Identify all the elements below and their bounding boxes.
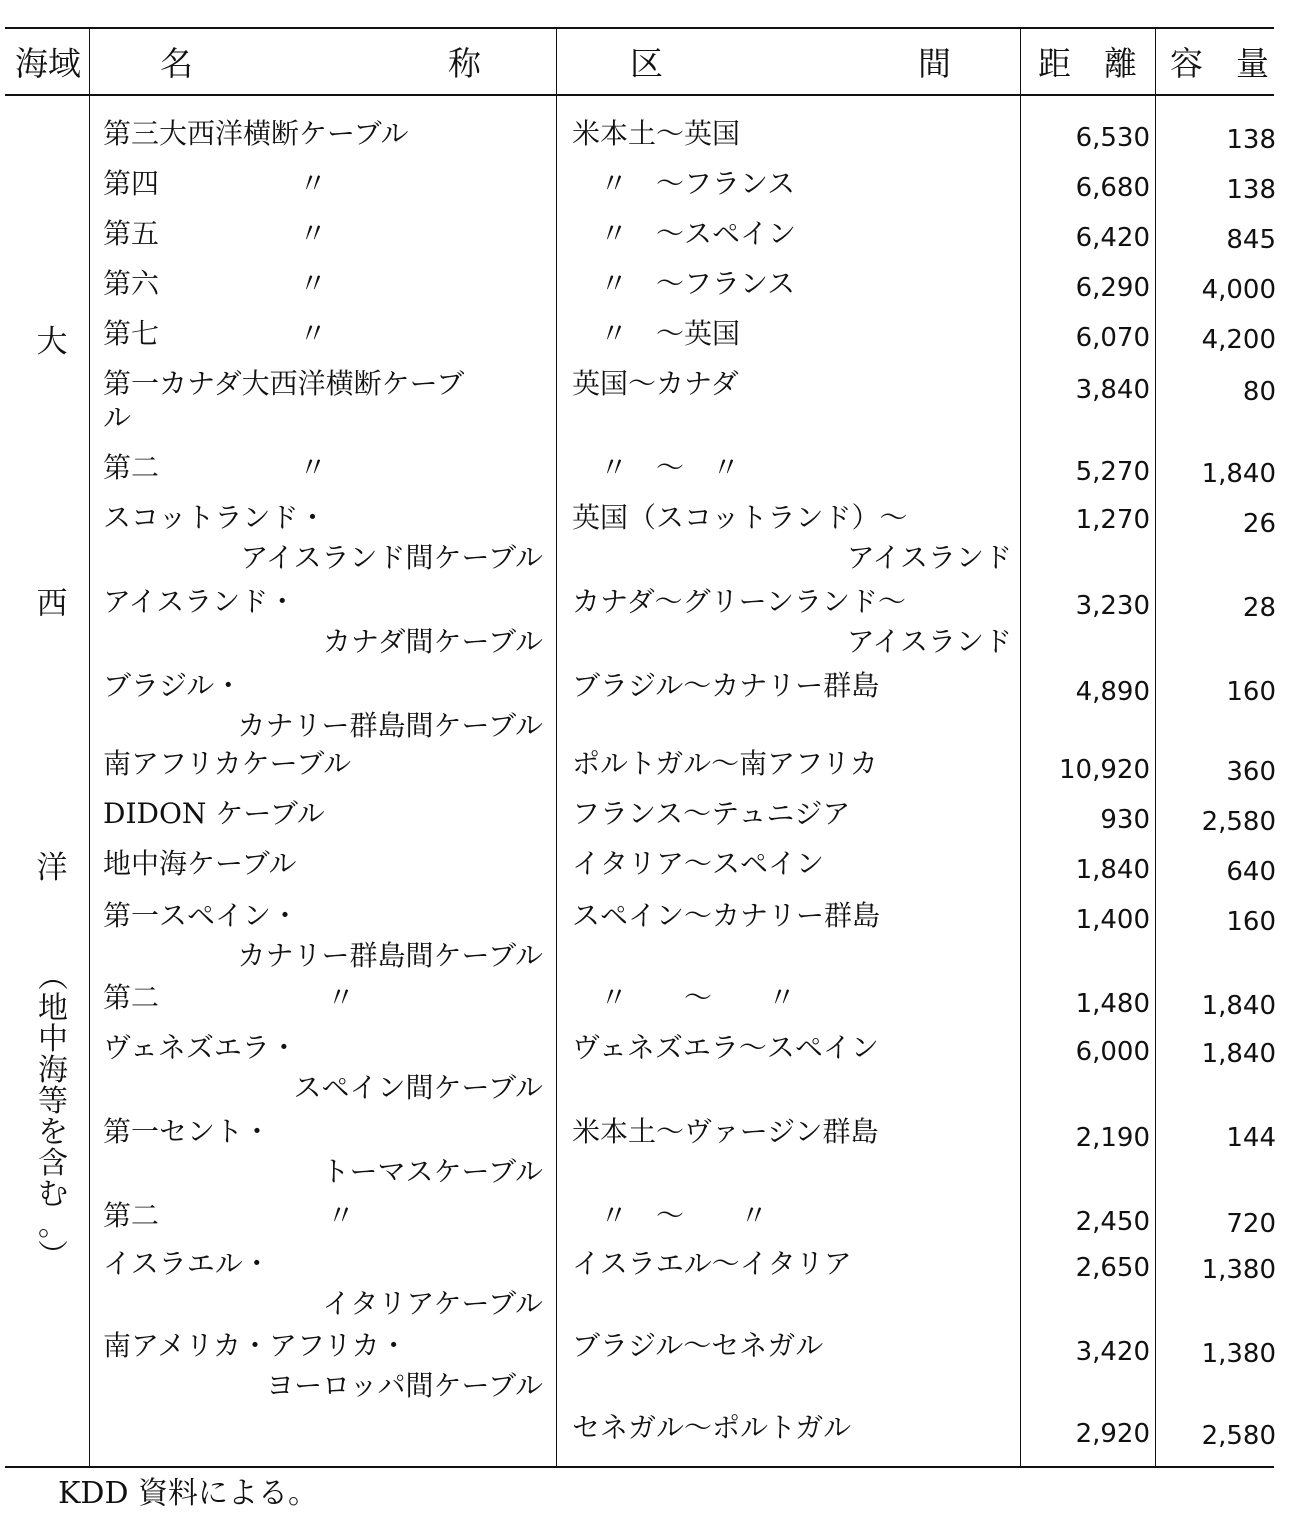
cable-name xyxy=(103,580,543,664)
cable-section-line1: 〃 ～スペイン xyxy=(572,217,797,250)
cable-distance: 2,650 xyxy=(1075,1253,1150,1283)
cable-section-line2: アイスランド xyxy=(846,625,1012,658)
cable-name-line1: 第七 〃 xyxy=(103,317,328,350)
cable-section xyxy=(572,312,1012,352)
header-name-first: 名 xyxy=(160,44,193,83)
cable-name-line1: ブラジル・ xyxy=(103,669,243,702)
cable-name-line2: カナリー群島間ケーブル xyxy=(237,939,543,972)
cable-section-line1: フランス～テュニジア xyxy=(572,797,851,830)
cable-name-line2: カナリー群島間ケーブル xyxy=(237,709,543,742)
cable-section xyxy=(572,894,1012,934)
cable-capacity: 360 xyxy=(1226,757,1276,787)
header-rule xyxy=(5,94,1274,96)
cable-section xyxy=(572,162,1012,202)
cable-name xyxy=(103,212,543,252)
cable-name xyxy=(103,792,543,832)
cable-name-line1: ヴェネズエラ・ xyxy=(103,1031,298,1064)
region-label-3: 洋 xyxy=(36,850,68,886)
cable-name-line1: 第三大西洋横断ケーブル xyxy=(103,117,409,150)
cable-section-line1: 〃 ～フランス xyxy=(572,267,796,300)
cable-capacity: 1,840 xyxy=(1201,1039,1276,1069)
cable-distance: 6,290 xyxy=(1075,273,1150,303)
cable-section-line1: イスラエル～イタリア xyxy=(572,1247,852,1280)
cable-capacity: 144 xyxy=(1226,1123,1276,1153)
region-label-1: 大 xyxy=(36,324,68,360)
cable-section xyxy=(572,1406,1012,1446)
cable-capacity: 1,840 xyxy=(1201,459,1276,489)
cable-name-line2: ヨーロッパ間ケーブル xyxy=(266,1369,543,1402)
cable-capacity: 2,580 xyxy=(1201,1421,1276,1451)
cable-section-line1: 〃 ～フランス xyxy=(572,167,796,200)
cable-distance: 1,480 xyxy=(1075,989,1150,1019)
cable-name-line1: 地中海ケーブル xyxy=(103,847,297,880)
cable-name xyxy=(103,1110,543,1194)
cable-name-line2: イタリアケーブル xyxy=(322,1287,543,1320)
cable-name-line1: DIDON ケーブル xyxy=(103,797,325,830)
cable-section-line1: ヴェネズエラ～スペイン xyxy=(572,1031,879,1064)
cable-name-line2: カナダ間ケーブル xyxy=(322,625,543,658)
cable-capacity: 160 xyxy=(1226,677,1276,707)
cable-capacity: 26 xyxy=(1242,509,1276,539)
cable-section xyxy=(572,664,1012,704)
cable-section xyxy=(572,496,1012,580)
cable-distance: 6,000 xyxy=(1075,1037,1150,1067)
cable-distance: 1,840 xyxy=(1075,855,1150,885)
cable-section-line1: 英国～カナダ xyxy=(572,367,739,400)
cable-name-line1: イスラエル・ xyxy=(103,1247,271,1280)
cable-capacity: 138 xyxy=(1226,125,1276,155)
cable-name-line1: 第二 〃 xyxy=(103,981,356,1014)
cable-name xyxy=(103,894,543,978)
cable-section xyxy=(572,580,1012,664)
cable-distance: 2,190 xyxy=(1075,1123,1150,1153)
region-label-2: 西 xyxy=(36,586,68,622)
cable-section-line1: 米本土～英国 xyxy=(572,117,741,150)
cable-section xyxy=(572,1194,1012,1234)
cable-distance: 6,680 xyxy=(1075,173,1150,203)
cable-capacity: 160 xyxy=(1226,907,1276,937)
cable-name xyxy=(103,976,543,1016)
cable-name xyxy=(103,842,543,882)
cable-name-line1: 第四 〃 xyxy=(103,167,328,200)
cable-section-line1: カナダ～グリーンランド～ xyxy=(572,585,907,618)
cable-section xyxy=(572,446,1012,486)
cable-capacity: 2,580 xyxy=(1201,807,1276,837)
cable-section-line1: 〃 ～ 〃 xyxy=(572,981,797,1014)
cable-name-line1: 第一スペイン・ xyxy=(103,899,300,932)
cable-section-line1: 米本土～ヴァージン群島 xyxy=(572,1115,879,1148)
cable-distance: 2,920 xyxy=(1075,1419,1150,1449)
col-rule-name xyxy=(556,28,557,1466)
cable-section xyxy=(572,792,1012,832)
cable-distance: 5,270 xyxy=(1075,457,1150,487)
cable-name xyxy=(103,1324,543,1408)
cable-section-line2: アイスランド xyxy=(846,541,1012,574)
cable-section xyxy=(572,362,1012,402)
cable-section xyxy=(572,262,1012,302)
col-rule-distance xyxy=(1155,28,1156,1466)
cable-section-line1: 〃 ～ 〃 xyxy=(572,1199,769,1232)
cable-name-line2: トーマスケーブル xyxy=(321,1155,543,1188)
cable-capacity: 1,840 xyxy=(1201,991,1276,1021)
cable-distance: 1,400 xyxy=(1075,905,1150,935)
cable-section xyxy=(572,212,1012,252)
cable-capacity: 80 xyxy=(1242,377,1276,407)
cable-section-line1: 英国（スコットランド）～ xyxy=(572,501,908,534)
cable-distance: 10,920 xyxy=(1059,755,1150,785)
header-name-second: 称 xyxy=(448,44,481,83)
region-paren-note: ︵ 地 中 海 等 を 含 む 。 ︶ xyxy=(38,960,68,1274)
cable-name-line1: スコットランド・ xyxy=(103,501,327,534)
cable-capacity: 845 xyxy=(1226,225,1276,255)
cable-name xyxy=(103,1242,543,1326)
cable-name xyxy=(103,496,543,580)
cable-capacity: 1,380 xyxy=(1201,1255,1276,1285)
cable-distance: 2,450 xyxy=(1075,1207,1150,1237)
cable-section-line1: ブラジル～カナリー群島 xyxy=(572,669,880,702)
cable-name-line2: アイスランド間ケーブル xyxy=(240,541,543,574)
cable-name xyxy=(103,362,543,440)
cable-name-line1: 第二 〃 xyxy=(103,451,328,484)
header-capacity: 容 量 xyxy=(1170,44,1269,83)
cable-capacity: 720 xyxy=(1226,1209,1276,1239)
cable-distance: 4,890 xyxy=(1075,677,1150,707)
col-rule-region xyxy=(89,28,90,1466)
cable-distance: 6,070 xyxy=(1075,323,1150,353)
cable-capacity: 138 xyxy=(1226,175,1276,205)
cable-name xyxy=(103,742,543,782)
cable-distance: 930 xyxy=(1100,805,1150,835)
header-section-first: 区 xyxy=(630,44,663,83)
cable-capacity: 1,380 xyxy=(1201,1339,1276,1369)
cable-name-line1: 南アメリカ・アフリカ・ xyxy=(103,1329,408,1362)
cable-capacity: 4,200 xyxy=(1201,325,1276,355)
cable-section-line1: ブラジル～セネガル xyxy=(572,1329,824,1362)
cable-section-line1: イタリア～スペイン xyxy=(572,847,825,880)
cable-name-line1: 第六 〃 xyxy=(103,267,328,300)
cable-name-line2: スペイン間ケーブル xyxy=(293,1071,543,1104)
cable-name-line1: 第一セント・ xyxy=(103,1115,272,1148)
header-region: 海域 xyxy=(15,44,81,83)
cable-distance: 1,270 xyxy=(1075,505,1150,535)
cable-name-line1: 第一カナダ大西洋横断ケーブ xyxy=(103,367,465,400)
header-section-second: 間 xyxy=(918,44,951,83)
cable-section-line1: 〃 ～ 〃 xyxy=(572,451,741,484)
cable-section xyxy=(572,742,1012,782)
cable-distance: 3,420 xyxy=(1075,1337,1150,1367)
cable-name-line1: 第二 〃 xyxy=(103,1199,356,1232)
bottom-rule xyxy=(5,1466,1274,1468)
cable-section-line1: ポルトガル～南アフリカ xyxy=(572,747,878,780)
cable-name xyxy=(103,1194,543,1234)
cable-distance: 6,420 xyxy=(1075,223,1150,253)
cable-name xyxy=(103,664,543,748)
cable-section xyxy=(572,842,1012,882)
cable-name xyxy=(103,112,543,152)
top-rule xyxy=(5,27,1274,29)
source-footnote: KDD 資料による。 xyxy=(58,1476,319,1511)
cable-distance: 3,840 xyxy=(1075,375,1150,405)
cable-section xyxy=(572,1324,1012,1364)
cable-section-line1: セネガル～ポルトガル xyxy=(572,1411,852,1444)
cable-section-line1: 〃 ～英国 xyxy=(572,317,741,350)
cable-distance: 6,530 xyxy=(1075,123,1150,153)
cable-capacity: 4,000 xyxy=(1201,275,1276,305)
cable-section-line1: スペイン～カナリー群島 xyxy=(572,899,881,932)
cable-name xyxy=(103,162,543,202)
cable-section xyxy=(572,1026,1012,1066)
cable-name xyxy=(103,262,543,302)
cable-capacity: 640 xyxy=(1226,857,1276,887)
cable-section xyxy=(572,1110,1012,1150)
cable-section xyxy=(572,976,1012,1016)
cable-name-line2: ル xyxy=(103,401,132,434)
cable-distance: 3,230 xyxy=(1075,591,1150,621)
cable-name-line1: アイスランド・ xyxy=(103,585,297,618)
cable-capacity: 28 xyxy=(1242,593,1276,623)
cable-section xyxy=(572,1242,1012,1282)
col-rule-section xyxy=(1020,28,1021,1466)
cable-section xyxy=(572,112,1012,152)
cable-name-line1: 南アフリカケーブル xyxy=(103,747,352,780)
cable-name xyxy=(103,446,543,486)
cable-name-line1: 第五 〃 xyxy=(103,217,328,250)
cable-name xyxy=(103,1026,543,1110)
header-distance: 距 離 xyxy=(1038,44,1137,83)
cable-name xyxy=(103,312,543,352)
